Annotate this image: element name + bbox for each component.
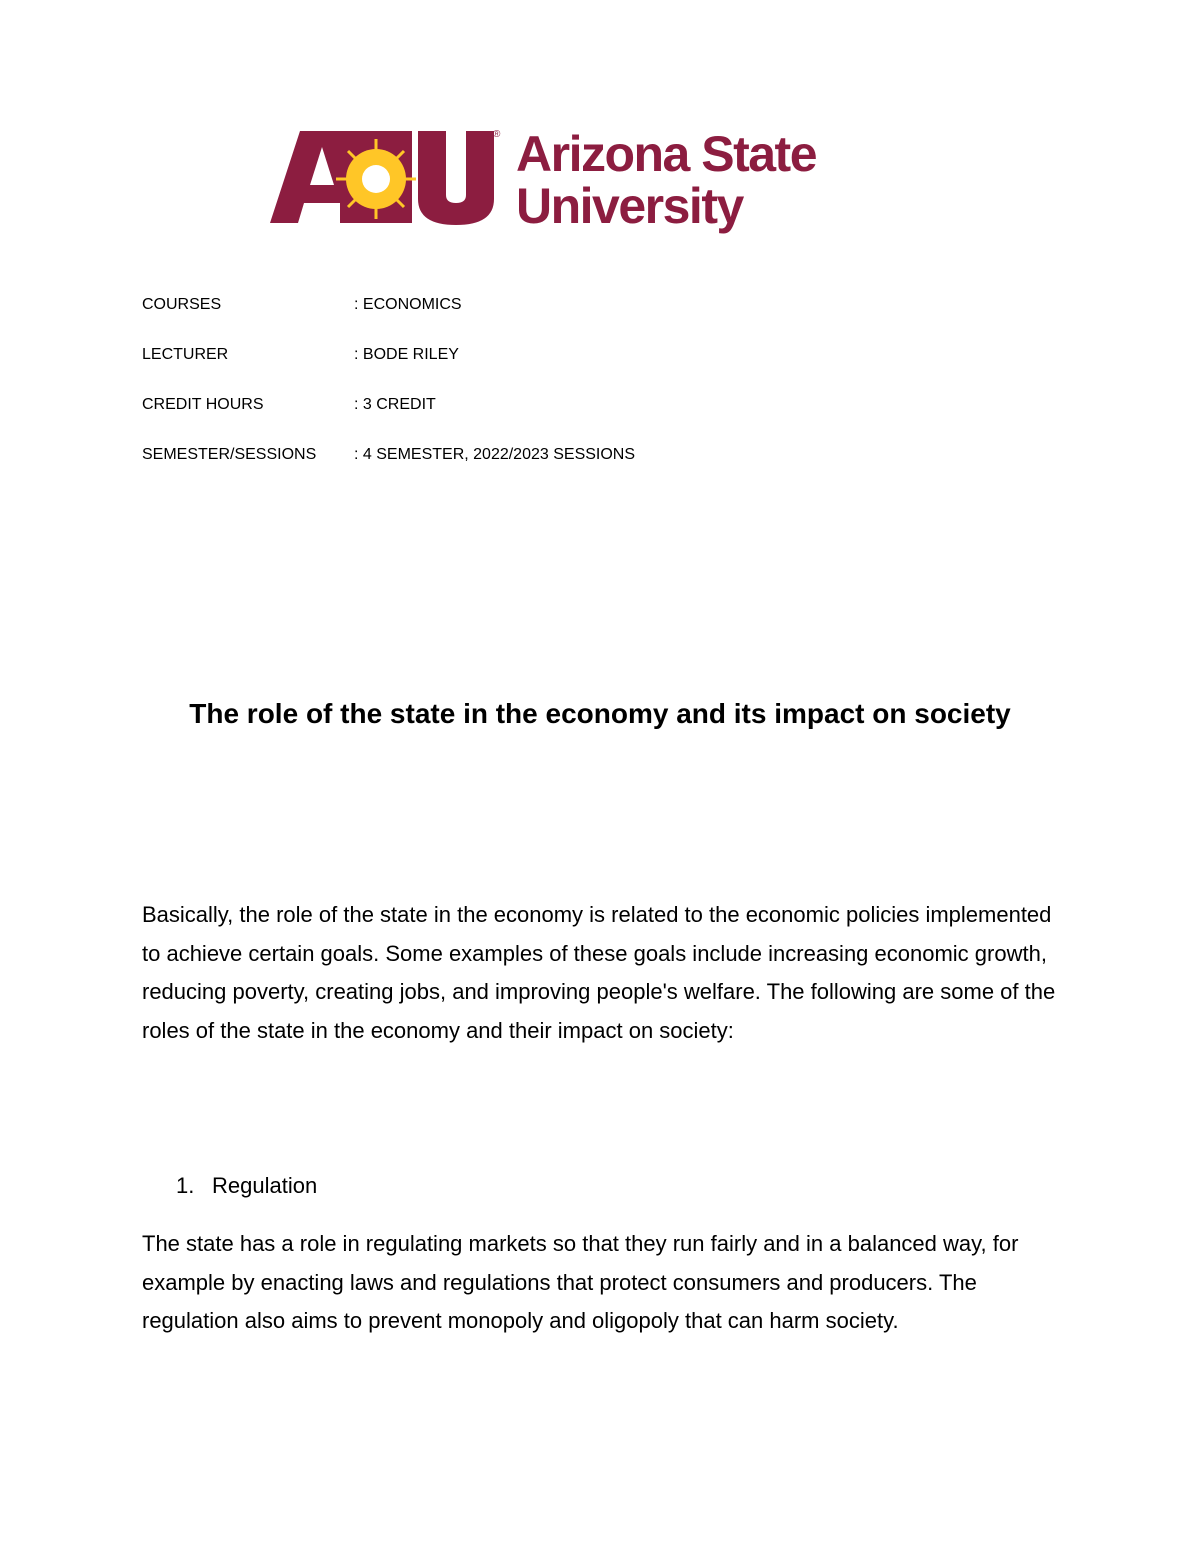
course-info-value: : 3 CREDIT	[354, 396, 436, 413]
document-title: The role of the state in the economy and its impact on society	[189, 698, 1011, 729]
section-heading	[176, 1167, 317, 1205]
course-info-value: : 4 SEMESTER, 2022/2023 SESSIONS	[354, 446, 636, 463]
course-info-label: SEMESTER/SESSIONS	[142, 446, 317, 463]
section-number: 1.	[176, 1173, 195, 1198]
course-info-value: : ECONOMICS	[354, 296, 462, 313]
asu-logo	[270, 125, 870, 237]
registered-mark: ®	[493, 129, 501, 140]
course-info-label: CREDIT HOURS	[142, 396, 264, 413]
university-name-line1: Arizona State	[516, 126, 817, 182]
section-title: Regulation	[212, 1173, 318, 1198]
course-info-label: LECTURER	[142, 346, 229, 363]
course-info-label: COURSES	[142, 296, 222, 313]
section-body: The state has a role in regulating markets so that they run fairly and in a balanced way, for example by enacting laws and regulations that protect consumers and producers. The regulation also aims to prevent monopoly and oligopoly that can harm society.	[142, 1231, 1019, 1334]
university-name-line2: University	[516, 178, 743, 234]
course-info-value: : BODE RILEY	[354, 346, 459, 363]
intro-paragraph: Basically, the role of the state in the economy is related to the economic policies implemented to achieve certain goals. Some examples of these goals include increasing economic growth, reducing poverty, creating jobs, and improving people's welfare. The following are some of the roles of the state in the economy and their impact on society:	[142, 902, 1056, 1043]
asu-mark-icon	[270, 125, 510, 237]
